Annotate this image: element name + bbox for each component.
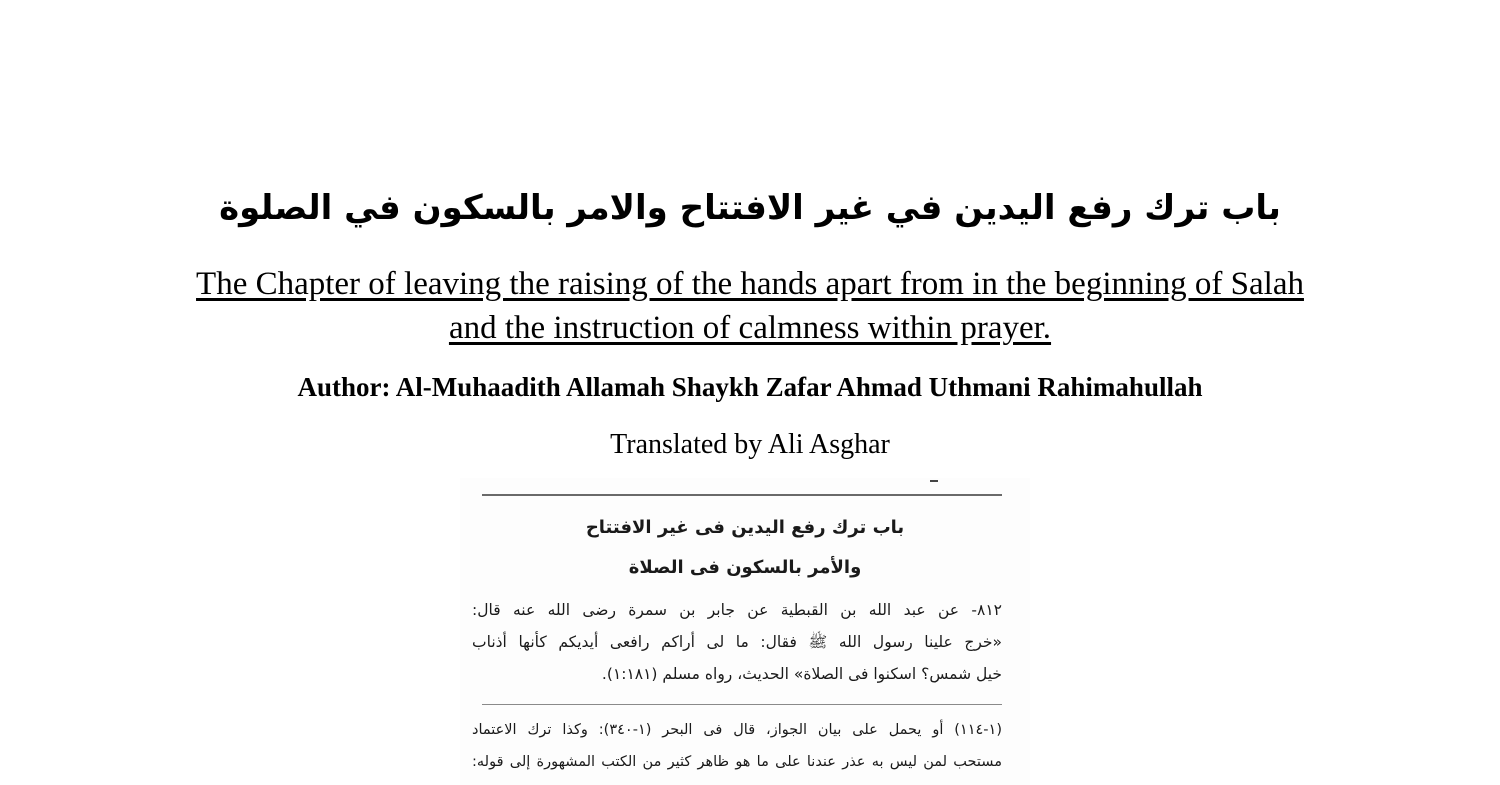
arabic-chapter-title: باب ترك رفع اليدين في غير الافتتاح والامر بالسكون في الصلوة [219, 188, 1281, 228]
hadith-line: ٨١٢- عن عبد الله بن القبطية عن جابر بن سمرة رضى الله عنه قال: [472, 601, 1002, 619]
english-chapter-title: The Chapter of leaving the raising of the hands apart from in the beginning of Salah and the instruction of calmness within prayer. [196, 266, 1304, 346]
translator-line: Translated by Ali Asghar [610, 429, 890, 460]
hadith-line: خيل شمس؟ اسكنوا فى الصلاة» الحديث، رواه مسلم (١:١٨١). [601, 665, 1002, 683]
scan-footnote-rule [482, 704, 1002, 705]
scan-heading-line-1: باب ترك رفع اليدين فى غير الافتتاح [585, 517, 905, 538]
scan-footnote-text [472, 714, 1002, 778]
footnote-line: مستحب لمن ليس به عذر عندنا على ما هو ظاهر كثير من الكتب المشهورة إلى قوله: [472, 754, 1002, 770]
scan-speck [930, 480, 938, 482]
scan-hadith-text [472, 594, 1002, 690]
scan-top-rule [482, 494, 1002, 496]
scan-heading-line-2: والأمر بالسكون فى الصلاة [628, 557, 862, 578]
scanned-page-image [460, 478, 1030, 785]
footnote-line: (١-١١٤) أو يحمل على بيان الجواز، قال فى البحر (١-٣٤٠): وكذا ترك الاعتماد [472, 722, 1002, 738]
author-line: Author: Al-Muhaadith Allamah Shaykh Zafar Ahmad Uthmani Rahimahullah [297, 372, 1203, 402]
hadith-line: «خرج علينا رسول الله ﷺ فقال: ما لى أراكم رافعى أيديكم كأنها أذناب [472, 633, 1002, 651]
